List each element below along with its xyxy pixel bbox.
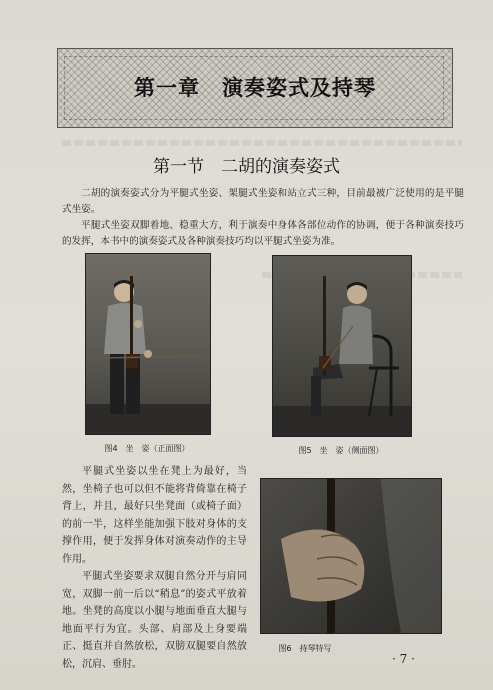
body-paragraph: 平腿式坐姿要求双腿自然分开与肩同宽，双脚一前一后以“稍息”的姿式平放着地。坐凳的高度以小腿与地面垂直大腿与地面平行为宜。头部、肩部及上身要端正、挺直并自然放松，双膀双腿要自然放松，沉肩、垂肘。 (62, 571, 247, 670)
figure-5-photo (272, 255, 412, 437)
figure-5-caption: 图5 坐 姿（侧面图） (298, 446, 384, 455)
figure-6-photo (260, 478, 442, 634)
figure-6-caption: 图6 持琴特写 (278, 644, 332, 653)
player-front-illustration (86, 254, 210, 434)
hand-closeup-illustration (261, 479, 441, 633)
body-paragraph: 平腿式坐姿以坐在凳上为最好，当然，坐椅子也可以但不能将背倚靠在椅子背上，并且，最好只坐凳面（或椅子面）的前一半，这样坐能加强下肢对身体的支撑作用，便于发挥身体对演奏动作的主导作用。 (62, 466, 247, 565)
intro-paragraph: 二胡的演奏姿式分为平腿式坐姿、架腿式坐姿和站立式三种，目前最被广泛使用的是平腿式坐姿。 (62, 188, 464, 215)
bleed-through-line (62, 140, 462, 146)
chapter-title: 第一章 演奏姿式及持琴 (134, 76, 376, 100)
figure-4-photo (85, 253, 211, 435)
figure-4-caption: 图4 坐 姿（正面图） (104, 444, 190, 453)
player-side-illustration (273, 256, 411, 436)
section-title: 第一节 二胡的演奏姿式 (153, 157, 340, 177)
page-number: · 7 · (392, 652, 415, 666)
intro-paragraph: 平腿式坐姿双脚着地、稳重大方，利于演奏中身体各部位动作的协调，便于各种演奏技巧的发挥，本书中的演奏姿式及各种演奏技巧均以平腿式坐姿为准。 (62, 220, 464, 247)
body-text (62, 463, 247, 673)
